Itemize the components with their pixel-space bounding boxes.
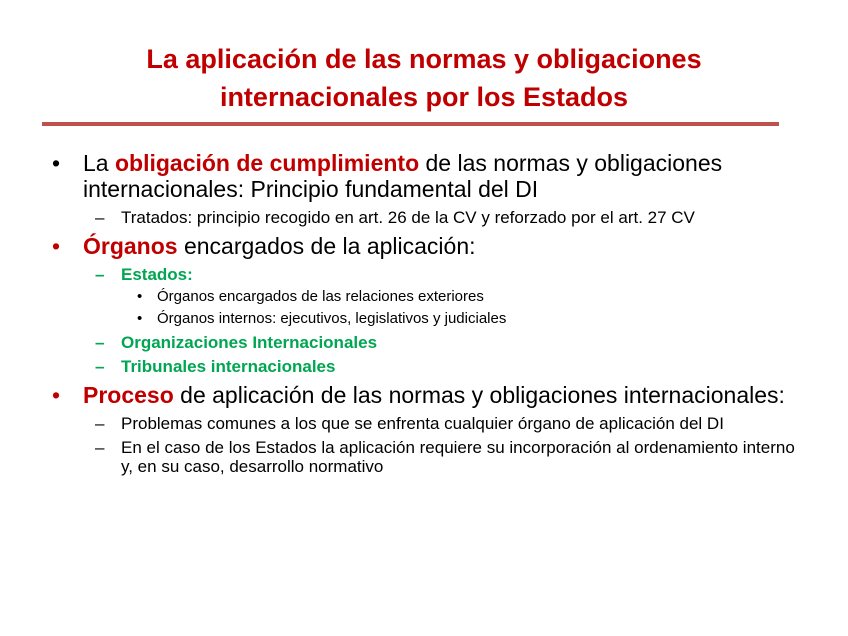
bullet-marker: • <box>52 382 61 408</box>
bullet-text-post: de aplicación de las normas y obligaciones internacionales: <box>173 382 785 408</box>
dash-marker: – <box>95 208 105 227</box>
sub-bullet-tratados <box>0 208 848 227</box>
bullet-organos <box>0 233 848 259</box>
bullet-marker: • <box>52 233 61 259</box>
sub-bullet-text: Organizaciones Internacionales <box>121 333 378 352</box>
sub-bullet-text: Tribunales internacionales <box>121 357 336 376</box>
sub-bullet-tribunales <box>0 357 848 376</box>
sub-bullet-text: En el caso de los Estados la aplicación requiere su incorporación al ordenamiento interno y, en su caso, desarrollo normativo <box>121 438 795 476</box>
sub-sub-bullet-exteriores <box>0 288 848 306</box>
title-divider <box>42 122 779 126</box>
dash-marker: – <box>95 414 105 433</box>
bullet-text-post: encargados de la aplicación: <box>177 233 476 259</box>
sub-bullet-estados <box>0 265 848 284</box>
bullet-obligacion <box>0 150 848 202</box>
sub-bullet-text: Problemas comunes a los que se enfrenta cualquier órgano de aplicación del DI <box>121 414 724 433</box>
slide-title-line-2: internacionales por los Estados <box>219 82 629 112</box>
sub-sub-bullet-internos <box>0 310 848 328</box>
dash-marker: – <box>95 333 105 352</box>
dash-marker: – <box>95 438 105 457</box>
bullet-text-post: de las normas y obligaciones internacionales: Principio fundamental del DI <box>83 150 723 202</box>
bullet-emphasis: Órganos <box>83 233 178 259</box>
dash-marker: – <box>95 357 105 376</box>
sub-bullet-problemas <box>0 414 848 433</box>
dash-marker: – <box>95 265 105 284</box>
dot-marker: • <box>137 310 143 327</box>
slide-title <box>40 40 808 116</box>
sub-bullet-text: Estados: <box>121 265 193 284</box>
slide-body <box>0 146 848 476</box>
sub-bullet-estados-incorporacion <box>0 438 848 476</box>
bullet-text-pre: La <box>83 150 115 176</box>
sub-bullet-text: Tratados: principio recogido en art. 26 de la CV y reforzado por el art. 27 CV <box>121 208 695 227</box>
bullet-marker: • <box>52 150 61 176</box>
bullet-proceso <box>0 382 848 408</box>
bullet-emphasis: obligación de cumplimiento <box>114 150 420 176</box>
bullet-emphasis: Proceso <box>83 382 174 408</box>
slide-title-line-1: La aplicación de las normas y obligaciones <box>146 44 702 74</box>
dot-marker: • <box>137 288 143 305</box>
sub-bullet-organizaciones <box>0 333 848 352</box>
sub-sub-bullet-text: Órganos internos: ejecutivos, legislativos y judiciales <box>157 310 507 327</box>
sub-sub-bullet-text: Órganos encargados de las relaciones exteriores <box>157 288 484 305</box>
